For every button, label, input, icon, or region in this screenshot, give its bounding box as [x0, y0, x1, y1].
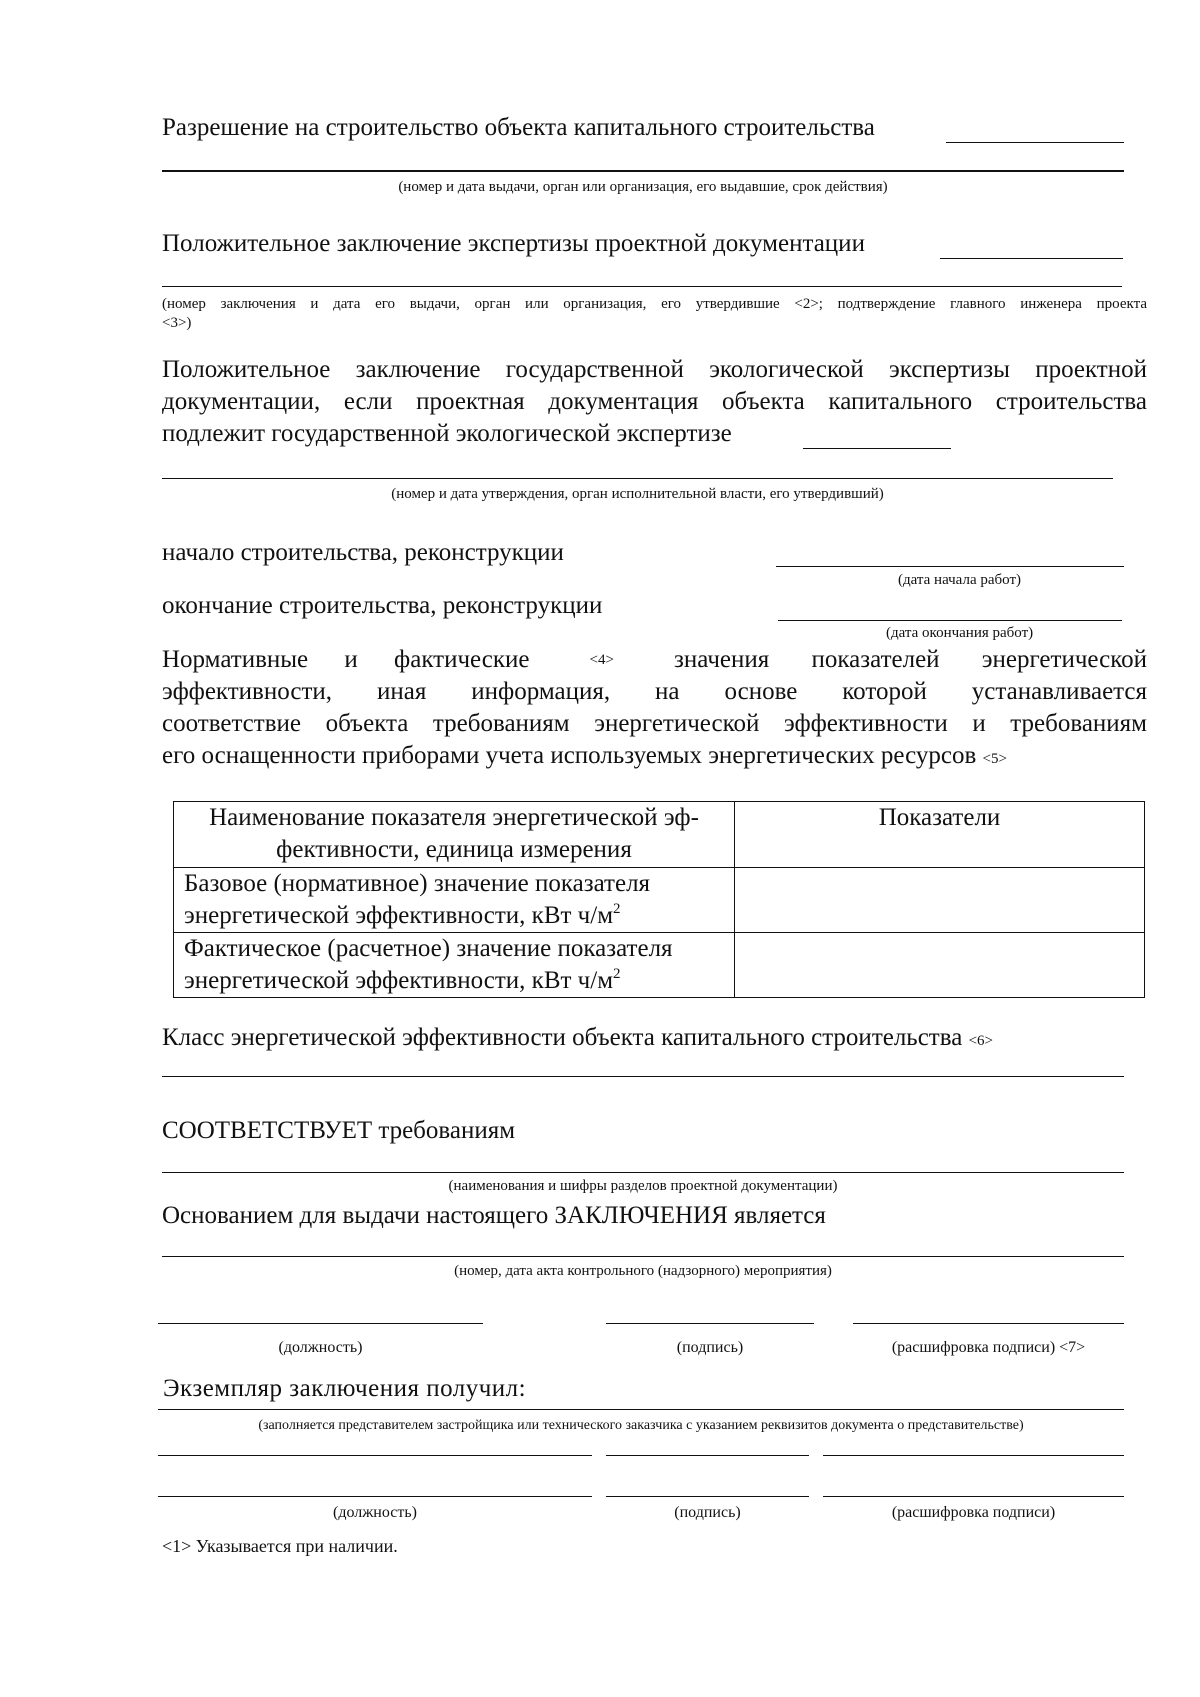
table-row — [174, 868, 1145, 933]
permit-label: Разрешение на строительство объекта капитального строительства — [162, 114, 875, 141]
energy-class-text: Класс энергетической эффективности объекта капитального строительства — [162, 1024, 963, 1051]
received-field-line-1[interactable] — [158, 1409, 1124, 1410]
efficiency-text-line-1-start: Нормативные и фактические — [162, 646, 530, 673]
table-row-base-name — [174, 868, 735, 933]
table-header-row — [174, 802, 1145, 868]
eco-expertise-line-1: Положительное заключение государственной экологической экспертизы проектной — [162, 356, 1147, 383]
construction-start-label: начало строительства, реконструкции — [162, 539, 564, 566]
construction-end-field-line[interactable] — [778, 620, 1122, 621]
table-row-actual-unit-sup: 2 — [613, 966, 621, 982]
compliance-label: СООТВЕТСТВУЕТ требованиям — [162, 1117, 516, 1144]
signature-decode-caption: (расшифровка подписи) <7> — [891, 1339, 1086, 1356]
eco-expertise-field-line-1[interactable] — [803, 448, 951, 449]
received-field-line-2b[interactable] — [606, 1455, 809, 1456]
footnote-ref-4: <4> — [589, 652, 614, 668]
energy-class-field-line[interactable] — [162, 1076, 1124, 1077]
table-row-actual-line-1: Фактическое (расчетное) значение показателя — [184, 935, 673, 962]
compliance-caption: (наименования и шифры разделов проектной документации) — [448, 1178, 838, 1194]
expertise-field-line-2[interactable] — [162, 286, 1122, 287]
construction-start-field-line[interactable] — [776, 566, 1124, 567]
eco-expertise-line-2: документации, если проектная документация объекта капитального строительства — [162, 388, 1147, 415]
signature-decode-line[interactable] — [853, 1323, 1124, 1324]
table-row-actual-name — [174, 933, 735, 998]
eco-expertise-line-3: подлежит государственной экологической экспертизе — [162, 420, 732, 447]
received-sign-line[interactable] — [606, 1496, 809, 1497]
efficiency-text-line-1-rest: значения показателей энергетической — [673, 646, 1147, 673]
table-row-base-value[interactable] — [735, 868, 1145, 933]
construction-end-caption: (дата окончания работ) — [886, 625, 1034, 641]
permit-field-line-1[interactable] — [946, 142, 1124, 143]
signature-sign-line[interactable] — [606, 1323, 814, 1324]
construction-start-caption: (дата начала работ) — [898, 572, 1021, 588]
eco-expertise-field-line-2[interactable] — [162, 478, 1113, 479]
received-field-line-2a[interactable] — [158, 1455, 592, 1456]
received-sign-caption: (подпись) — [674, 1504, 741, 1521]
table-row-actual-value[interactable] — [735, 933, 1145, 998]
table-header-values: Показатели — [735, 802, 1145, 868]
received-field-line-2c[interactable] — [823, 1455, 1124, 1456]
expertise-caption-line-1: (номер заключения и дата его выдачи, орган или организация, его утвердившие <2>; подтверждение главного инженера проекта — [162, 296, 1147, 312]
footnote-1: <1> Указывается при наличии. — [162, 1536, 398, 1556]
construction-end-label: окончание строительства, реконструкции — [162, 592, 603, 619]
table-row-base-unit-sup: 2 — [613, 901, 621, 917]
efficiency-text-line-2: эффективности, иная информация, на основе которой устанавливается — [162, 678, 1147, 705]
basis-label: Основанием для выдачи настоящего ЗАКЛЮЧЕНИЯ является — [162, 1202, 826, 1229]
expertise-field-line-1[interactable] — [940, 258, 1123, 259]
received-decode-line[interactable] — [823, 1496, 1124, 1497]
compliance-field-line[interactable] — [162, 1172, 1124, 1173]
received-label: Экземпляр заключения получил: — [163, 1375, 527, 1402]
table-row-actual-line-2 — [184, 965, 724, 997]
footnote-ref-6: <6> — [968, 1033, 993, 1049]
eco-expertise-caption: (номер и дата утверждения, орган исполнительной власти, его утвердивший) — [391, 486, 884, 502]
table-header-name-line-1: Наименование показателя энергетической эф- — [209, 804, 699, 831]
table-header-name-line-2: фективности, единица измерения — [276, 836, 632, 863]
efficiency-text-line-4 — [162, 740, 1007, 775]
received-position-caption: (должность) — [333, 1504, 417, 1521]
basis-field-line[interactable] — [162, 1256, 1124, 1257]
table-header-name — [174, 802, 735, 868]
received-position-line[interactable] — [158, 1496, 592, 1497]
basis-caption: (номер, дата акта контрольного (надзорного) мероприятия) — [454, 1263, 832, 1279]
energy-class-label — [162, 1022, 993, 1057]
efficiency-text-line-4-text: его оснащенности приборами учета используемых энергетических ресурсов — [162, 742, 977, 769]
expertise-label: Положительное заключение экспертизы проектной документации — [162, 230, 865, 257]
expertise-caption-line-2: <3>) — [162, 315, 192, 331]
received-decode-caption: (расшифровка подписи) — [891, 1504, 1056, 1521]
footnote-ref-5: <5> — [982, 751, 1007, 767]
table-row-base-unit: энергетической эффективности, кВт ч/м — [184, 902, 614, 929]
permit-caption: (номер и дата выдачи, орган или организация, его выдавшие, срок действия) — [398, 179, 888, 195]
efficiency-text-line-1 — [162, 644, 1147, 676]
energy-efficiency-table — [173, 801, 1145, 998]
permit-field-line-2[interactable] — [162, 170, 1124, 172]
received-caption: (заполняется представителем застройщика или технического заказчика с указанием реквизитов документа о представительстве) — [258, 1418, 1024, 1433]
signature-position-line[interactable] — [158, 1323, 483, 1324]
efficiency-text-line-3: соответствие объекта требованиям энергетической эффективности и требованиям — [162, 710, 1147, 737]
table-row — [174, 933, 1145, 998]
table-row-base-line-1: Базовое (нормативное) значение показателя — [184, 870, 651, 897]
table-row-base-line-2 — [184, 900, 724, 932]
signature-position-caption: (должность) — [278, 1339, 363, 1356]
signature-sign-caption: (подпись) — [676, 1339, 744, 1356]
table-row-actual-unit: энергетической эффективности, кВт ч/м — [184, 967, 614, 994]
